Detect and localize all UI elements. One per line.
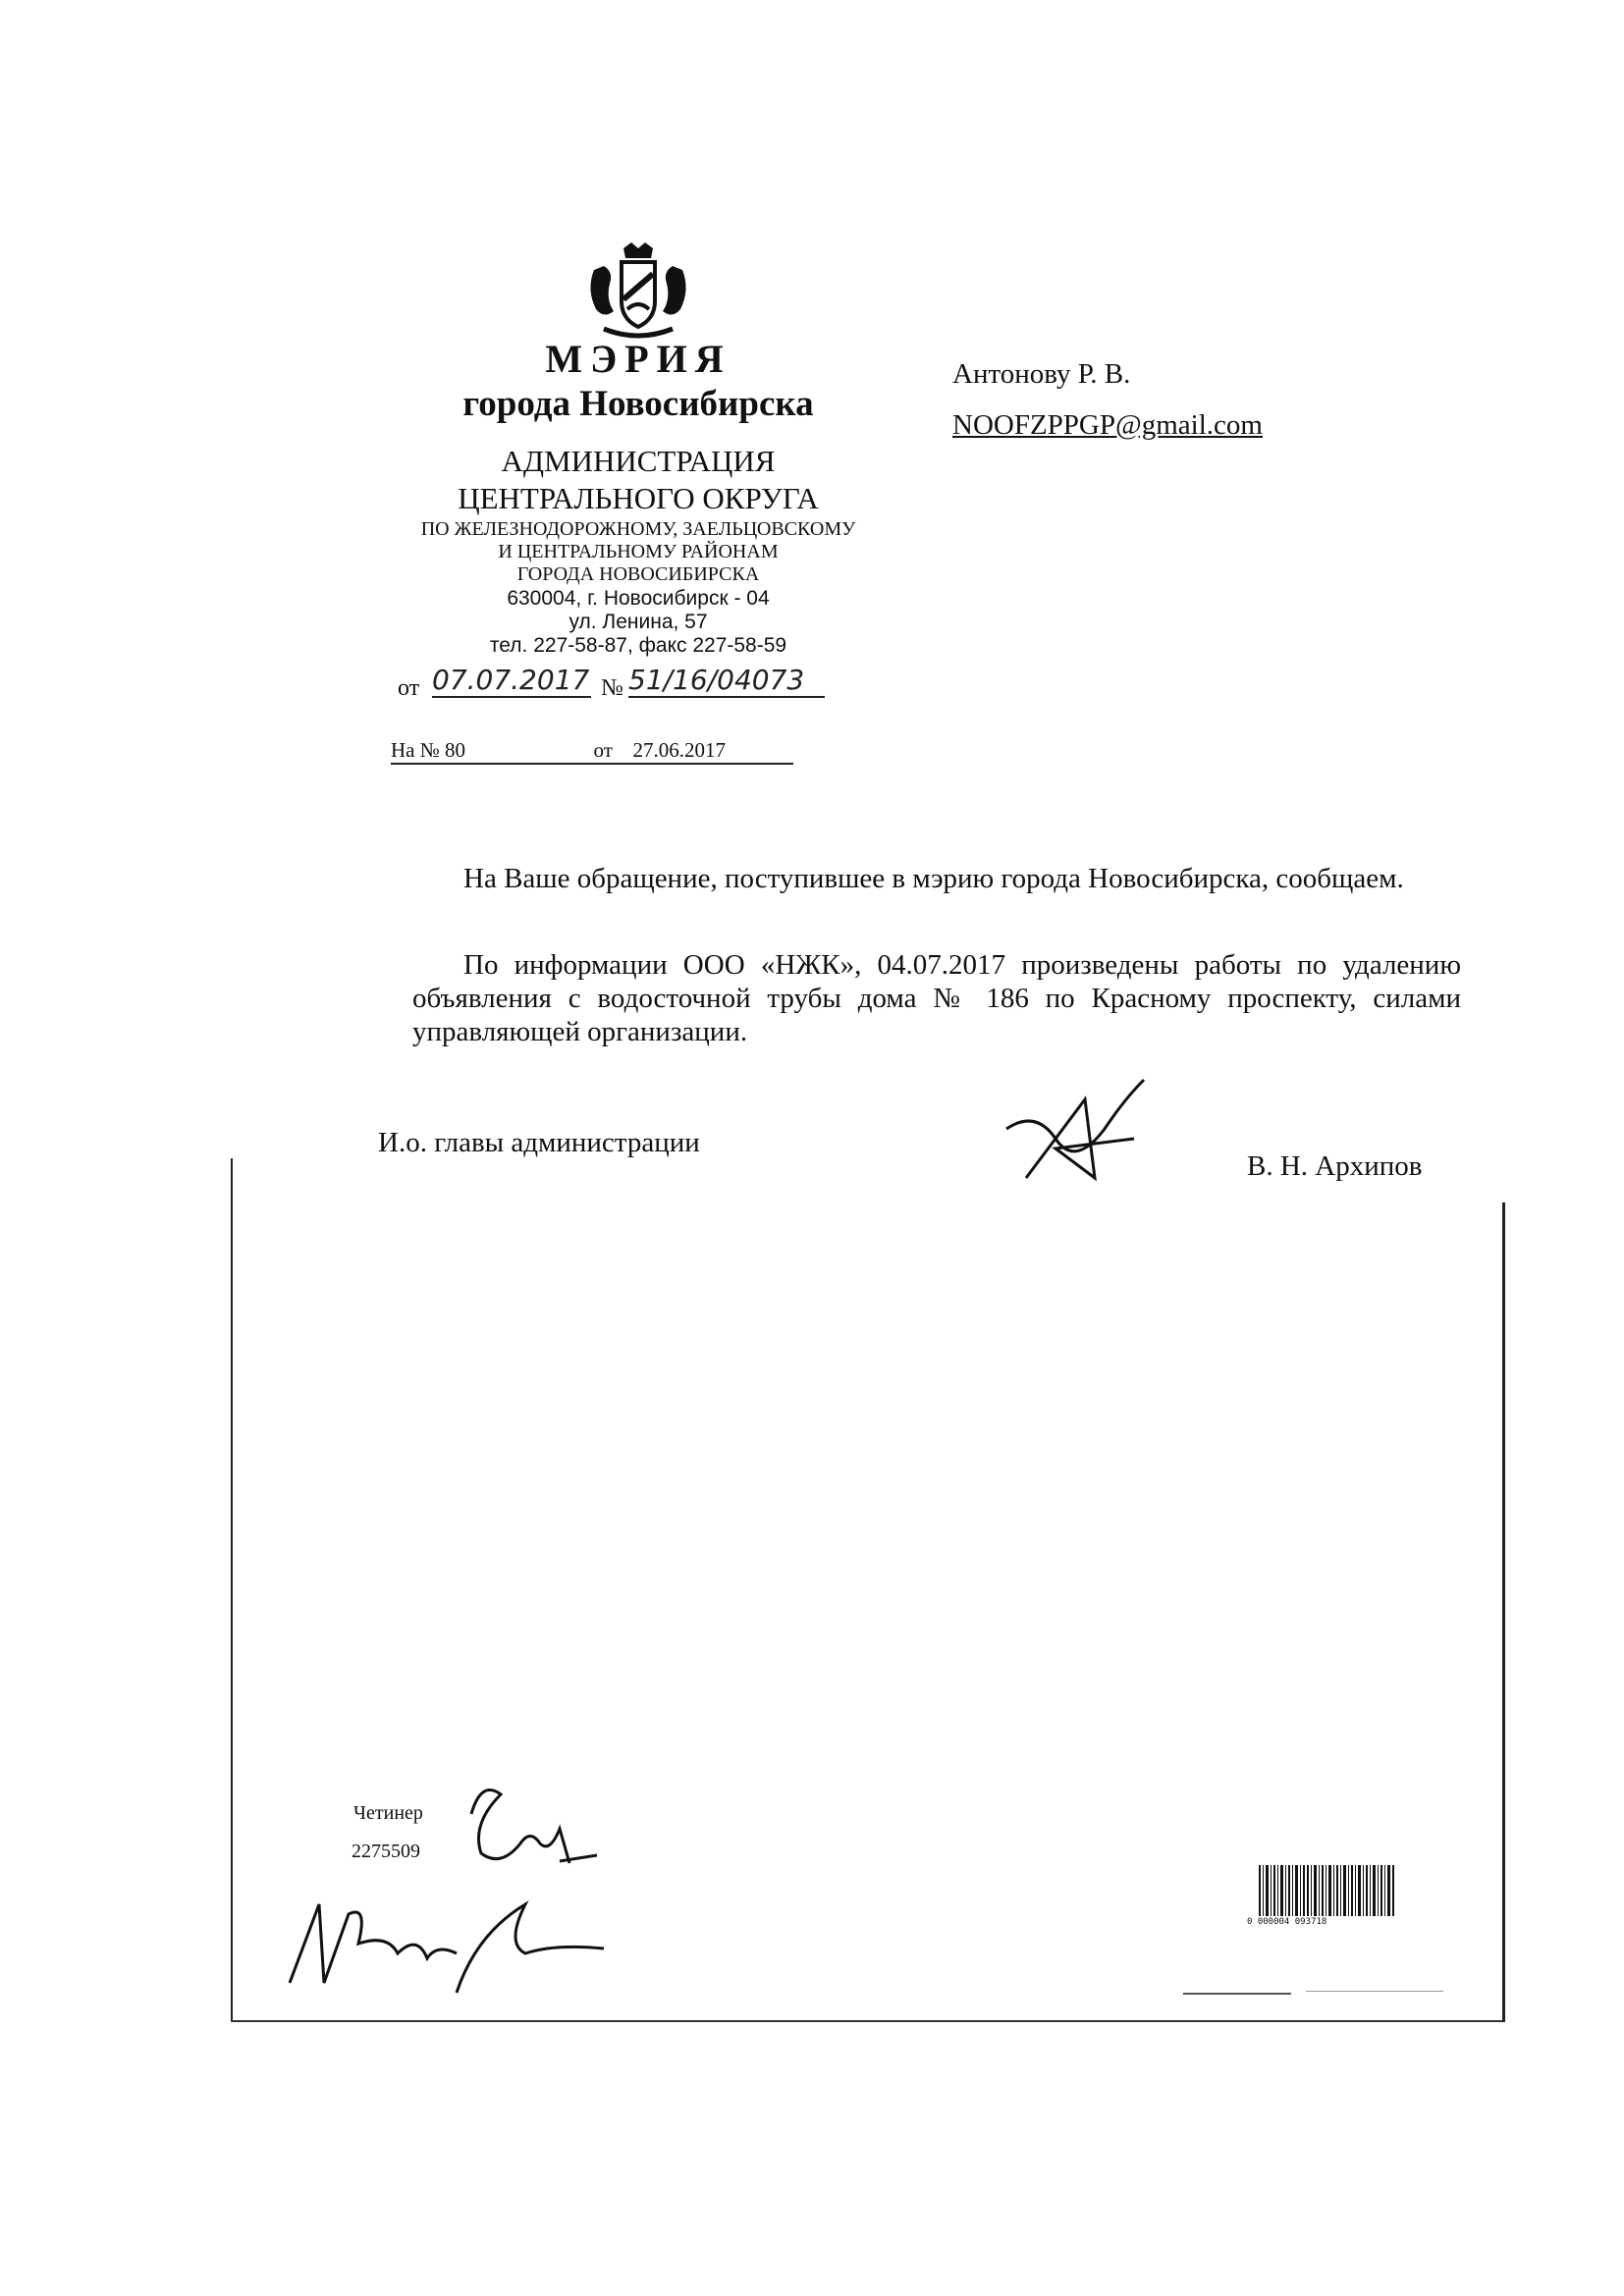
address-street: ул. Ленина, 57 (568, 611, 708, 633)
registration-number: 51/16/04073 (628, 664, 825, 698)
scan-artifact-line (1183, 1993, 1291, 1995)
districts-line-2: И ЦЕНТРАЛЬНОМУ РАЙОНАМ (498, 541, 779, 562)
reply-date-label: от (593, 738, 613, 762)
reply-number: На № 80 (391, 738, 466, 762)
scan-artifact-line (1306, 1991, 1443, 1992)
approval-signature-icon (280, 1875, 614, 2002)
barcode-icon (1259, 1865, 1396, 1916)
recipient-email: NOOFZPPGP@gmail.com (952, 409, 1263, 441)
mayor-office-title: МЭРИЯ (545, 337, 731, 381)
scan-edge-left (231, 1158, 233, 2022)
novosibirsk-coat-of-arms-icon (584, 240, 692, 348)
districts-line-1: ПО ЖЕЛЕЗНОДОРОЖНОМУ, ЗАЕЛЬЦОВСКОМУ (420, 518, 856, 540)
registration-from-label: от (398, 675, 420, 701)
scan-edge-right (1502, 1202, 1505, 2022)
city-name: города Новосибирска (462, 384, 814, 424)
registration-number-label: № (601, 675, 623, 701)
address-phone-fax: тел. 227-58-87, факс 227-58-59 (489, 634, 787, 657)
reply-date: 27.06.2017 (632, 738, 726, 762)
executor-signature-icon (461, 1775, 599, 1883)
signer-position: И.о. главы администрации (378, 1127, 700, 1158)
reply-reference (391, 738, 793, 765)
registration-date: 07.07.2017 (432, 664, 590, 696)
head-signature-icon (997, 1070, 1164, 1198)
executor-name: Четинер (353, 1802, 423, 1824)
body-paragraph-1: На Ваше обращение, поступившее в мэрию города Новосибирска, сообщаем. (463, 863, 1404, 894)
recipient-name: Антонову Р. В. (952, 358, 1131, 390)
administration-title: АДМИНИСТРАЦИЯ (501, 444, 776, 478)
body-paragraph-2: По информации ООО «НЖК», 04.07.2017 произведены работы по удалению объявления с водосточной трубы дома № 186 по Красному проспекту, силами управляющей организации. (412, 949, 1461, 1047)
district-title: ЦЕНТРАЛЬНОГО ОКРУГА (458, 481, 819, 515)
districts-line-3: ГОРОДА НОВОСИБИРСКА (516, 563, 760, 585)
scan-edge-bottom (231, 2020, 1502, 2022)
signer-name: В. Н. Архипов (1247, 1150, 1423, 1182)
executor-phone: 2275509 (352, 1841, 420, 1862)
barcode-digits: 0 000004 093718 (1247, 1917, 1327, 1927)
address-postal: 630004, г. Новосибирск - 04 (507, 587, 770, 610)
